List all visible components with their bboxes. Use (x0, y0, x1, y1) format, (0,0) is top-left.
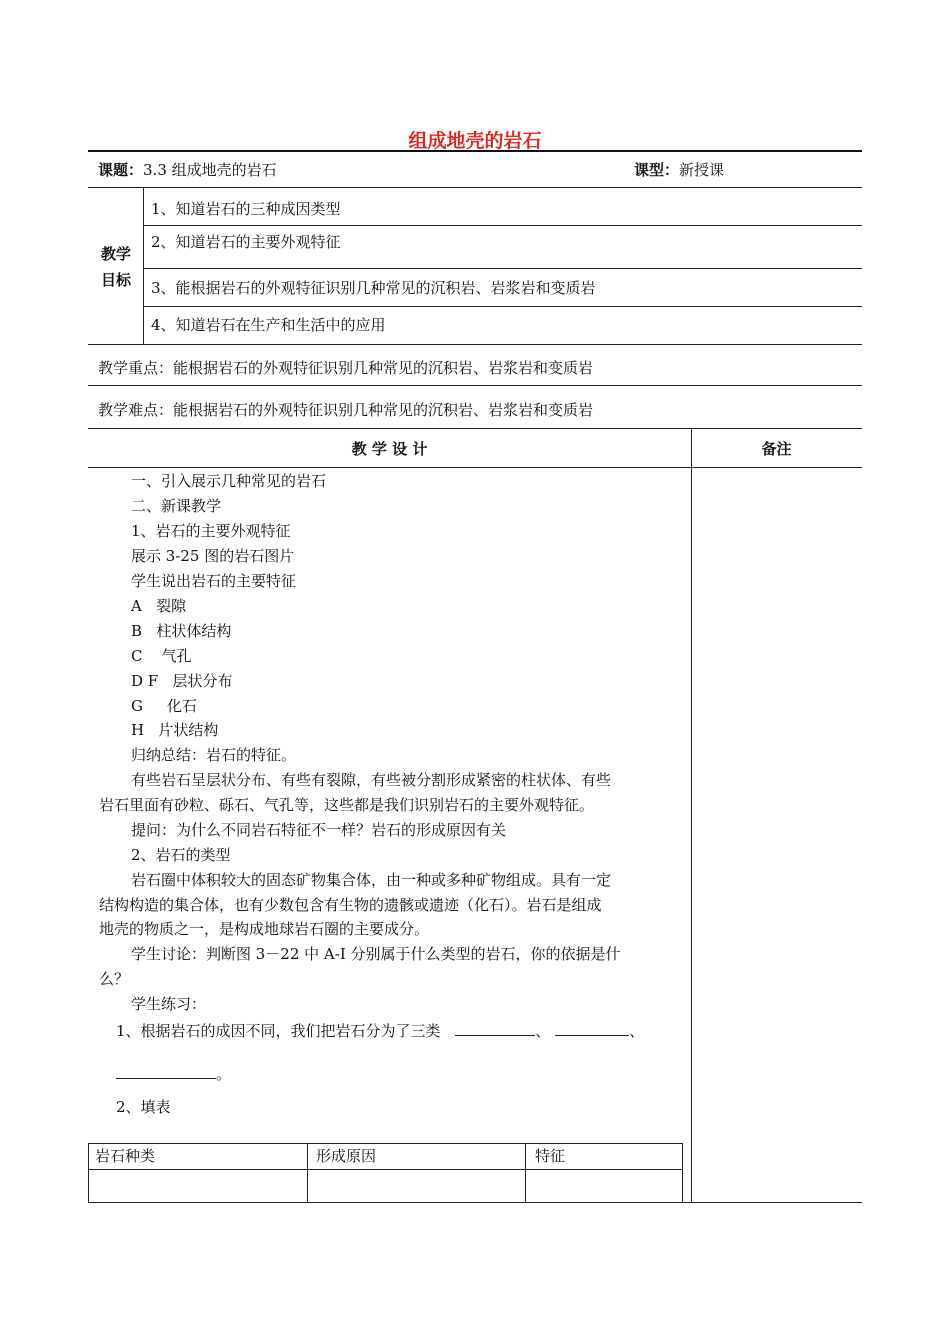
table-cell-formation[interactable] (308, 1170, 524, 1201)
answer-blank-1[interactable] (455, 1021, 535, 1036)
body-line: 岩石里面有砂粒、砾石、气孔等，这些都是我们识别岩石的主要外观特征。 (99, 796, 595, 814)
answer-blank-2[interactable] (555, 1021, 629, 1036)
exercise-1 (116, 1021, 644, 1041)
body-line: 提问：为什么不同岩石特征不一样？岩石的形成原因有关 (131, 821, 507, 839)
title-rule (88, 150, 862, 152)
header-rule (88, 467, 862, 468)
table-cell-rock-type[interactable] (89, 1170, 306, 1201)
objectives-label-line-2: 目标 (100, 271, 131, 289)
body-line: A 裂隙 (131, 597, 187, 615)
key-point: 教学重点：能根据岩石的外观特征识别几种常见的沉积岩、岩浆岩和变质岩 (98, 359, 594, 377)
body-line: 二、新课教学 (131, 497, 222, 515)
key-point-rule (88, 385, 862, 386)
fill-table-right (682, 1143, 683, 1202)
table-header-features: 特征 (535, 1147, 566, 1165)
body-line: B 柱状体结构 (131, 622, 232, 640)
exercise-1-end: 。 (216, 1065, 232, 1083)
objective-item: 1、知道岩石的三种成因类型 (151, 200, 341, 218)
table-cell-features[interactable] (526, 1170, 681, 1201)
objectives-divider (143, 187, 144, 344)
body-line: 学生说出岩石的主要特征 (131, 572, 297, 590)
body-line: 结构构造的集合体，也有少数包含有生物的遗骸或遗迹（化石）。岩石是组成 (99, 896, 602, 914)
topic-rule (88, 187, 862, 188)
objective-item: 4、知道岩石在生产和生活中的应用 (151, 316, 386, 334)
body-line: 有些岩石呈层状分布、有些有裂隙，有些被分割形成紧密的柱状体、有些 (131, 771, 612, 789)
difficult-point: 教学难点：能根据岩石的外观特征识别几种常见的沉积岩、岩浆岩和变质岩 (98, 401, 594, 419)
objectives-label (96, 244, 136, 290)
exercise-1-sep-1: 、 (535, 1022, 551, 1040)
type-label: 课型： (634, 161, 680, 179)
body-line: H 片状结构 (131, 721, 219, 739)
body-line: C 气孔 (131, 647, 192, 665)
answer-blank-3[interactable] (116, 1064, 216, 1079)
page-title: 组成地壳的岩石 (408, 130, 542, 152)
notes-divider (691, 428, 692, 1202)
objective-item: 2、知道岩石的主要外观特征 (151, 233, 341, 251)
objective-rule (143, 268, 862, 269)
body-line: 归纳总结：岩石的特征。 (131, 746, 297, 764)
objectives-bottom-rule (88, 344, 862, 345)
body-line: 展示 3-25 图的岩石图片 (131, 547, 295, 565)
objective-rule (143, 306, 862, 307)
fill-table-top (88, 1143, 683, 1144)
topic-value: 3.3 组成地壳的岩石 (143, 161, 277, 179)
body-line: 学生练习： (131, 995, 207, 1013)
body-line: 1、岩石的主要外观特征 (131, 522, 291, 540)
body-line: D F 层状分布 (131, 672, 233, 690)
body-line: 2、岩石的类型 (131, 846, 231, 864)
difficult-point-rule (88, 428, 862, 429)
topic-row (98, 160, 277, 180)
body-line: 么？ (99, 970, 130, 988)
objective-item: 3、能根据岩石的外观特征识别几种常见的沉积岩、岩浆岩和变质岩 (151, 279, 596, 297)
body-line: 学生讨论：判断图 3－22 中 A-I 分别属于什么类型的岩石，你的依据是什 (131, 945, 621, 963)
body-line: 一、引入展示几种常见的岩石 (131, 472, 327, 490)
topic-label: 课题： (98, 161, 144, 179)
exercise-1-continued (116, 1064, 231, 1084)
type-row (634, 160, 724, 180)
table-header-rock-type: 岩石种类 (95, 1147, 156, 1165)
type-value: 新授课 (679, 161, 725, 179)
notes-header: 备注 (761, 440, 792, 458)
body-line: 岩石圈中体积较大的固态矿物集合体，由一种或多种矿物组成。具有一定 (131, 871, 612, 889)
exercise-2: 2、填表 (116, 1098, 171, 1116)
objective-rule (143, 225, 862, 226)
table-header-formation: 形成原因 (316, 1147, 377, 1165)
design-header: 教 学 设 计 (351, 440, 428, 458)
body-line: G 化石 (131, 697, 197, 715)
exercise-1-text: 1、根据岩石的成因不同，我们把岩石分为了三类 (116, 1022, 441, 1040)
body-line: 地壳的物质之一，是构成地球岩石圈的主要成分。 (99, 920, 430, 938)
design-bottom-rule (88, 1202, 862, 1203)
exercise-1-sep-2: 、 (629, 1022, 645, 1040)
objectives-label-line-1: 教学 (100, 245, 131, 263)
